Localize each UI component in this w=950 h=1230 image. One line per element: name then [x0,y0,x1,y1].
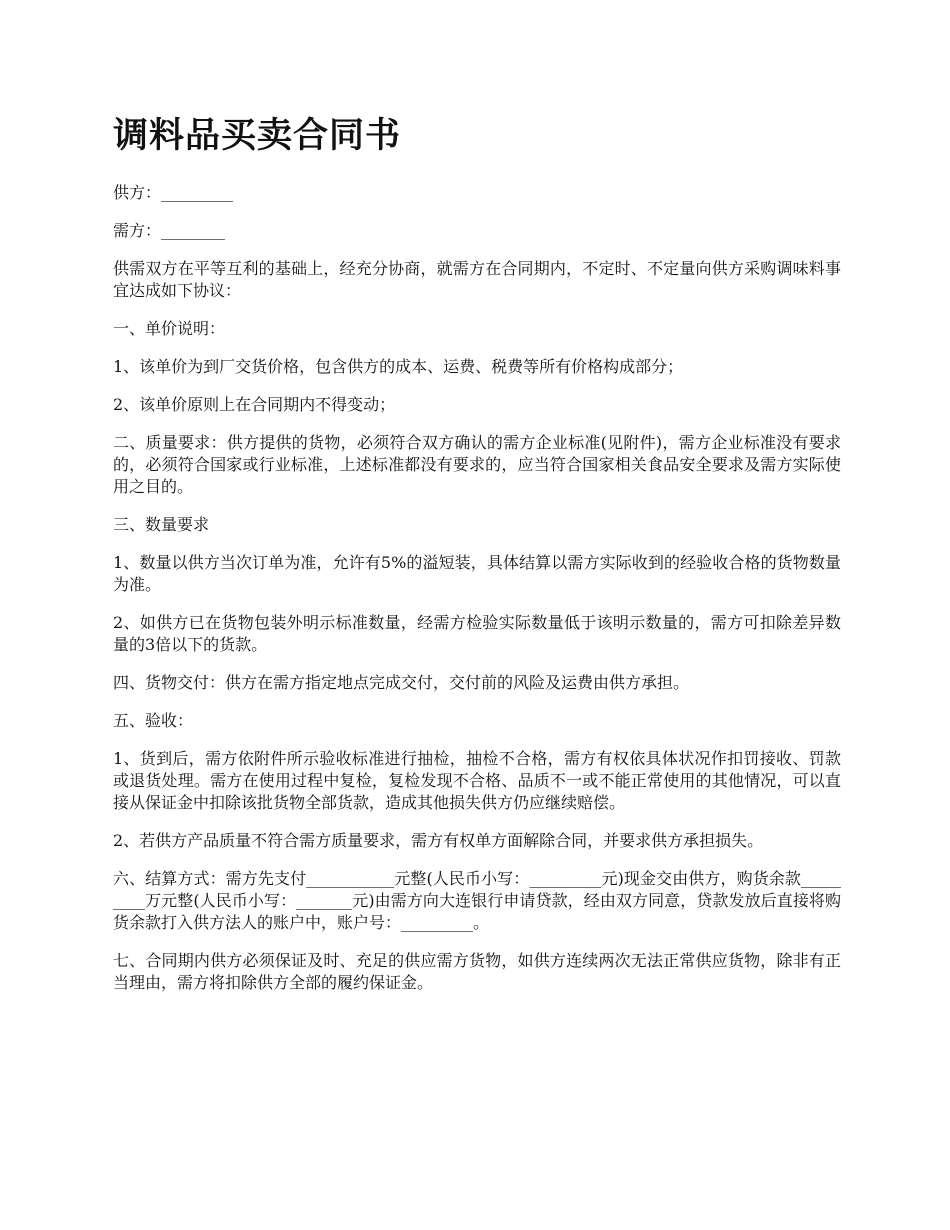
clause-paragraph: 2、如供方已在货物包装外明示标准数量，经需方检验实际数量低于该明示数量的，需方可扣除差异数量的3倍以下的货款。 [113,613,841,654]
section-heading-quantity: 三、数量要求 [113,515,210,534]
buyer-line: 需方：________ [113,221,226,240]
section-heading-unit-price: 一、单价说明： [113,319,226,338]
section-settlement-paragraph: 六、结算方式：需方先支付___________元整(人民币小写：_________元)现金交由供方，购货余款_________万元整(人民币小写：_______元)由需方向大连银行申请贷款，经由双方同意，贷款发放后直接将购货余款打入供方法人的账户中，账户号：_________。 [113,869,841,932]
section-quality-paragraph: 二、质量要求：供方提供的货物，必须符合双方确认的需方企业标准(见附件)，需方企业标准没有要求的，必须符合国家或行业标准，上述标准都没有要求的，应当符合国家相关食品安全要求及需方实际使用之目的。 [113,433,841,496]
clause-paragraph: 1、货到后，需方依附件所示验收标准进行抽检，抽检不合格，需方有权依具体状况作扣罚接收、罚款或退货处理。需方在使用过程中复检，复检发现不合格、品质不一或不能正常使用的其他情况，可以直接从保证金中扣除该批货物全部货款，造成其他损失供方仍应继续赔偿。 [113,749,841,812]
clause-paragraph: 2、该单价原则上在合同期内不得变动； [113,395,396,414]
document-title: 调料品买卖合同书 [113,115,402,156]
section-heading-acceptance: 五、验收： [113,711,194,730]
clause-paragraph: 1、该单价为到厂交货价格，包含供方的成本、运费、税费等所有价格构成部分； [113,357,684,376]
clause-paragraph: 2、若供方产品质量不符合需方质量要求，需方有权单方面解除合同，并要求供方承担损失。 [113,831,764,850]
contract-document [113,112,841,1010]
section-delivery-paragraph: 四、货物交付：供方在需方指定地点完成交付，交付前的风险及运费由供方承担。 [113,673,690,692]
section-supply-guarantee-paragraph: 七、合同期内供方必须保证及时、充足的供应需方货物，如供方连续两次无法正常供应货物，除非有正当理由，需方将扣除供方全部的履约保证金。 [113,951,841,992]
preamble-paragraph: 供需双方在平等互利的基础上，经充分协商，就需方在合同期内，不定时、不定量向供方采购调味料事宜达成如下协议： [113,259,841,300]
clause-paragraph: 1、数量以供方当次订单为准，允许有5%的溢短装，具体结算以需方实际收到的经验收合格的货物数量为准。 [113,553,841,594]
supplier-line: 供方：_________ [113,183,234,202]
